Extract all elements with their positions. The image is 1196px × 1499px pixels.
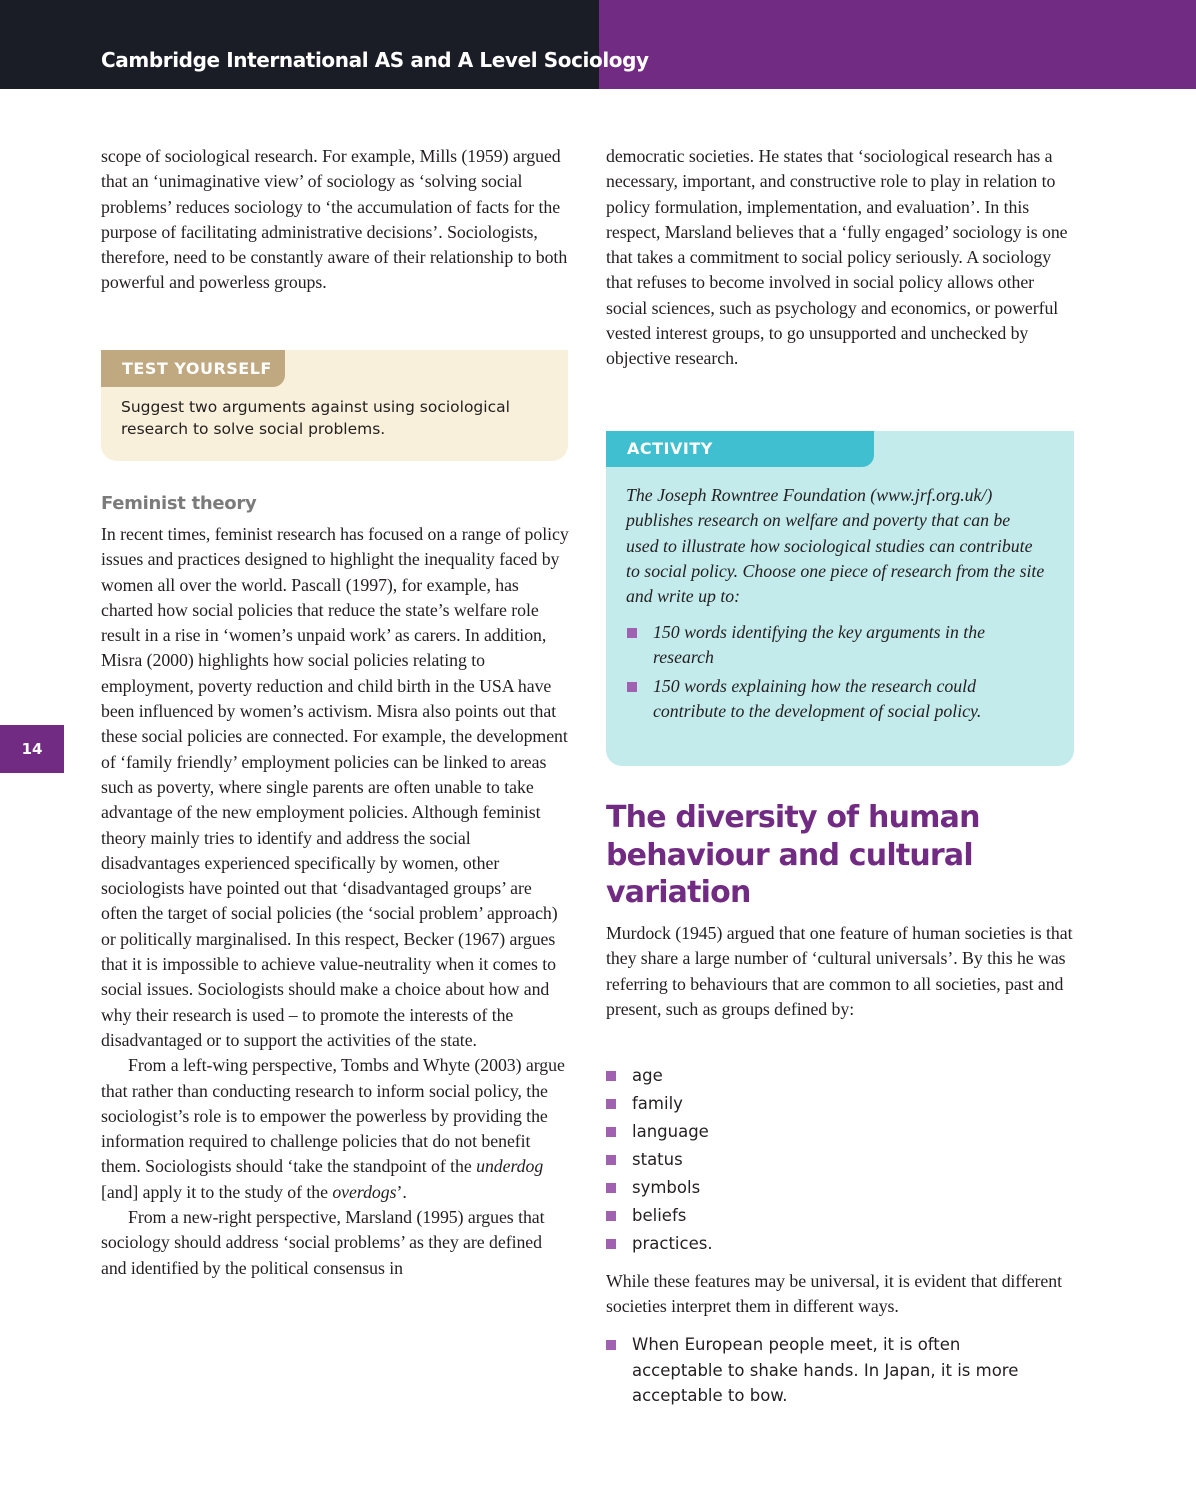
page-number-tab	[0, 725, 64, 773]
right-intro-paragraph: democratic societies. He states that ‘sociological research has a necessary, important, and constructive role to play in relation to policy formulation, implementation, and evaluation’. In this respect, Marsland believes that a ‘fully engaged’ sociology is one that takes a commitment to social policy seriously. A sociology that refuses to become involved in social policy allows other social sciences, such as psychology and economics, or powerful vested interest groups, to go unsupported and unchecked by objective research.	[606, 146, 1068, 369]
left-wing-text-2: [and] apply it to the study of the	[101, 1181, 333, 1202]
list-item-text: beliefs	[632, 1206, 687, 1225]
bullet-square-icon	[606, 1340, 616, 1350]
left-wing-text-3: ’.	[396, 1181, 407, 1202]
book-title: Cambridge International AS and A Level Sociology	[101, 48, 649, 72]
list-item-text: status	[632, 1150, 683, 1169]
while-paragraph: While these features may be universal, it is evident that different societies interpret them in different ways.	[606, 1271, 1063, 1317]
left-column	[101, 144, 571, 296]
activity-text: The Joseph Rowntree Foundation (www.jrf.org.uk/) publishes research on welfare and poverty that can be used to illustrate how sociological studies can contribute to social policy. Choose one piece of research from the site and write up to:	[626, 485, 1045, 607]
test-yourself-label: TEST YOURSELF	[101, 350, 285, 387]
activity-item	[626, 674, 1046, 725]
activity-item	[626, 620, 1046, 671]
list-item-text: language	[632, 1122, 709, 1141]
left-wing-text-1: From a left-wing perspective, Tombs and Whyte (2003) argue that rather than conducting research to inform social policy, the sociologist’s role is to empower the powerless by providing the information required to challenge policies that do not benefit them. Sociologists should ‘take the standpoint of the	[101, 1055, 565, 1177]
bullet-square-icon	[606, 1099, 616, 1109]
feminist-section	[101, 522, 571, 1281]
test-yourself-box	[101, 350, 568, 461]
list-item	[606, 1147, 713, 1175]
list-item	[606, 1063, 713, 1091]
activity-item-text: 150 words explaining how the research could contribute to the development of social policy.	[653, 675, 982, 721]
activity-list	[626, 620, 1046, 727]
list-item	[606, 1203, 713, 1231]
murdock-paragraph: Murdock (1945) argued that one feature of human societies is that they share a large number of ‘cultural universals’. By this he was referring to behaviours that are common to all societies, past and present, such as groups defined by:	[606, 923, 1073, 1019]
list-item	[606, 1119, 713, 1147]
list-item-text: symbols	[632, 1178, 701, 1197]
examples-list	[606, 1332, 1046, 1409]
list-item-text: age	[632, 1066, 663, 1085]
left-intro-paragraph: scope of sociological research. For example, Mills (1959) argued that an ‘unimaginative view’ of sociology as ‘solving social problems’ reduces sociology to ‘the accumulation of facts for the purpose of facilitating administrative decisions’. Sociologists, therefore, need to be constantly aware of their relationship to both powerful and powerless groups.	[101, 146, 568, 293]
new-right-paragraph: From a new-right perspective, Marsland (1995) argues that sociology should address ‘social problems’ as they are defined and identified by the political consensus in	[101, 1207, 545, 1278]
bullet-square-icon	[606, 1071, 616, 1081]
bullet-square-icon	[606, 1239, 616, 1249]
list-item	[606, 1175, 713, 1203]
bullet-square-icon	[606, 1211, 616, 1221]
list-item	[606, 1332, 1046, 1409]
list-item-text: family	[632, 1094, 683, 1113]
section-heading: The diversity of human behaviour and cultural variation	[606, 800, 980, 910]
activity-box	[606, 431, 1074, 766]
cultural-universals-list	[606, 1063, 713, 1259]
feminist-paragraph: In recent times, feminist research has focused on a range of policy issues and practices designed to highlight the inequality faced by women all over the world. Pascall (1997), for example, has charted how social policies that reduce the state’s welfare role result in a rise in ‘women’s unpaid work’ as carers. In addition, Misra (2000) highlights how social policies relating to employment, poverty reduction and child birth in the USA have been influenced by women’s activism. Misra also points out that these social policies are connected. For example, the development of ‘family friendly’ employment policies can be linked to areas such as poverty, where single parents are often unable to take advantage of the new employment policies. Although feminist theory mainly tries to identify and address the social disadvantages experienced specifically by women, other sociologists have pointed out that ‘disadvantaged groups’ are often the target of social policies (the ‘social problem’ approach) or politically marginalised. In this respect, Becker (1967) argues that it is impossible to achieve value-neutrality when it comes to social issues. Sociologists should make a choice about how and why their research is used – to promote the interests of the disadvantaged or to support the activities of the state.	[101, 524, 569, 1050]
left-wing-paragraph	[101, 1053, 571, 1205]
bullet-square-icon	[627, 628, 637, 638]
overdogs-term: overdogs	[332, 1181, 397, 1202]
list-item	[606, 1231, 713, 1259]
activity-item-text: 150 words identifying the key arguments in the research	[653, 622, 986, 668]
while-section	[606, 1269, 1074, 1320]
feminist-theory-subheading: Feminist theory	[101, 493, 257, 514]
page-number: 14	[21, 740, 43, 758]
test-yourself-text: Suggest two arguments against using sociological research to solve social problems.	[121, 398, 510, 438]
list-item	[606, 1091, 713, 1119]
right-column	[606, 144, 1074, 372]
murdock-section	[606, 921, 1074, 1022]
list-item-text: When European people meet, it is often acceptable to shake hands. In Japan, it is more acceptable to bow.	[632, 1335, 1019, 1405]
underdog-term: underdog	[476, 1156, 544, 1177]
bullet-square-icon	[627, 682, 637, 692]
bullet-square-icon	[606, 1183, 616, 1193]
list-item-text: practices.	[632, 1234, 713, 1253]
bullet-square-icon	[606, 1155, 616, 1165]
header-purple-band	[599, 0, 1196, 89]
bullet-square-icon	[606, 1127, 616, 1137]
activity-label: ACTIVITY	[606, 431, 874, 467]
